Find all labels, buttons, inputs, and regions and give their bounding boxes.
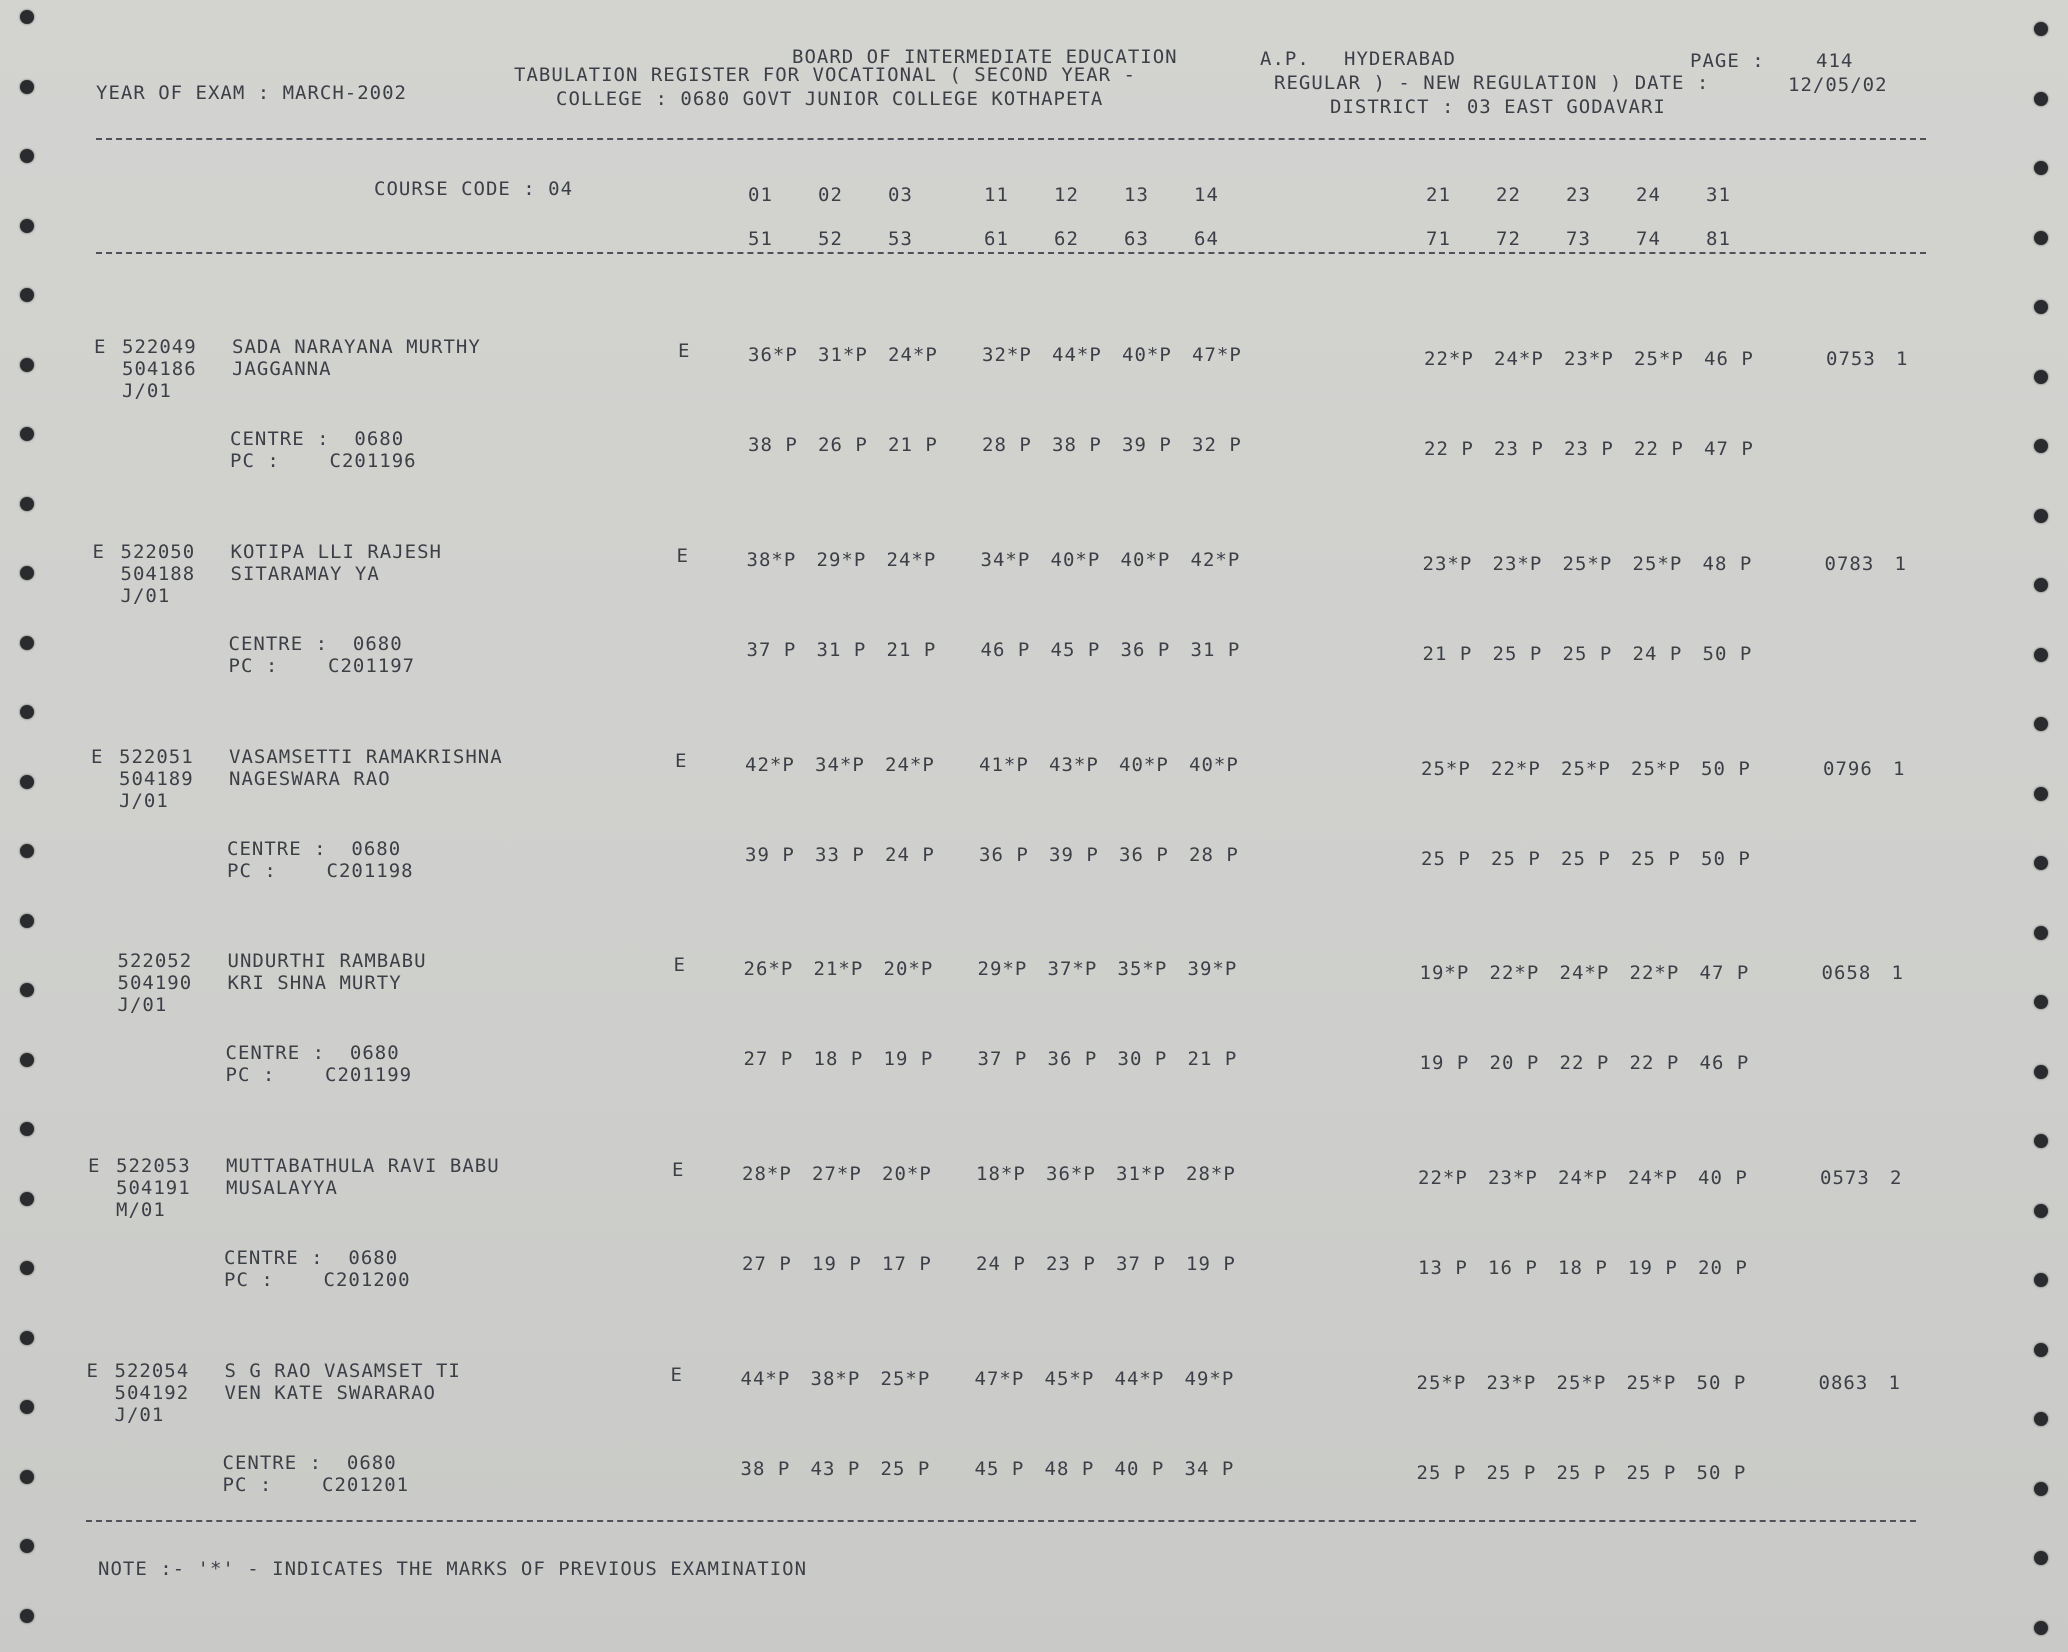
mark-cell: 26*P <box>743 958 794 980</box>
mark-cell: 25*P <box>880 1368 931 1390</box>
practical-mark-cell: 25 P <box>1631 848 1681 870</box>
sprocket-hole-left <box>20 775 34 789</box>
course-code: COURSE CODE : 04 <box>374 178 574 200</box>
column-code: 63 <box>1124 228 1149 250</box>
mark-cell: 22*P <box>1629 962 1680 984</box>
mark-cell: 22*P <box>1424 348 1474 370</box>
mark-cell: 20*P <box>883 958 934 980</box>
sprocket-hole-left <box>20 1122 34 1136</box>
mark-cell: 29*P <box>977 958 1028 980</box>
column-code: 13 <box>1124 184 1149 206</box>
practical-mark-cell: 25 P <box>1486 1462 1537 1484</box>
mark-cell: 47*P <box>1192 344 1242 366</box>
practical-mark-cell: 24 P <box>885 844 935 866</box>
sprocket-hole-right <box>2034 995 2048 1009</box>
mark-cell: 20*P <box>882 1163 932 1185</box>
practical-mark-cell: 28 P <box>982 434 1032 456</box>
practical-mark-cell: 25 P <box>1561 848 1611 870</box>
roll-number: 522053 <box>116 1155 191 1177</box>
sprocket-hole-left <box>20 497 34 511</box>
mark-cell: 40*P <box>1120 549 1171 571</box>
mark-cell: 22*P <box>1418 1167 1468 1189</box>
total-marks: 0796 <box>1823 758 1873 780</box>
sprocket-hole-right <box>2034 92 2048 106</box>
practical-mark-cell: 37 P <box>977 1048 1028 1070</box>
parent-name: KRI SHNA MURTY <box>227 972 402 994</box>
practical-mark-cell: 33 P <box>815 844 865 866</box>
page-label: PAGE : <box>1690 50 1765 72</box>
practical-mark-cell: 13 P <box>1418 1257 1468 1279</box>
roll-number: 522049 <box>122 336 197 358</box>
column-code: 21 <box>1426 184 1451 206</box>
sprocket-hole-right <box>2034 300 2048 314</box>
mark-cell: 28*P <box>742 1163 792 1185</box>
footnote: NOTE :- '*' - INDICATES THE MARKS OF PREVIOUS EXAMINATION <box>98 1558 808 1580</box>
sprocket-hole-left <box>20 427 34 441</box>
parent-name: NAGESWARA RAO <box>229 768 391 790</box>
practical-mark-cell: 36 P <box>1120 639 1171 661</box>
sprocket-hole-right <box>2034 717 2048 731</box>
registration-number: 504192 <box>114 1382 190 1404</box>
mark-cell: 35*P <box>1117 958 1168 980</box>
sprocket-hole-left <box>20 1261 34 1275</box>
mark-cell: 40*P <box>1050 549 1101 571</box>
practical-mark-cell: 27 P <box>742 1253 792 1275</box>
sprocket-hole-right <box>2034 1204 2048 1218</box>
student-name: S G RAO VASAMSET TI <box>224 1360 461 1382</box>
practical-mark-cell: 16 P <box>1488 1257 1538 1279</box>
practical-mark-cell: 38 P <box>740 1458 791 1480</box>
total-marks: 0863 <box>1818 1372 1869 1394</box>
pc-code: PC : C201196 <box>230 450 417 472</box>
practical-mark-cell: 30 P <box>1117 1048 1168 1070</box>
mark-cell: 34*P <box>815 754 865 776</box>
sprocket-hole-right <box>2034 161 2048 175</box>
column-code: 74 <box>1636 228 1661 250</box>
practical-mark-cell: 45 P <box>1050 639 1101 661</box>
column-code: 03 <box>888 184 913 206</box>
student-name: SADA NARAYANA MURTHY <box>232 336 481 358</box>
roll-number: 522052 <box>117 950 193 972</box>
mark-cell: 28*P <box>1186 1163 1236 1185</box>
practical-mark-cell: 34 P <box>1184 1458 1235 1480</box>
column-code: 61 <box>984 228 1009 250</box>
parent-name: VEN KATE SWARARAO <box>224 1382 436 1404</box>
parent-name: SITARAMAY YA <box>230 563 380 585</box>
roll-number: 522054 <box>114 1360 190 1382</box>
division: 1 <box>1894 553 1907 575</box>
column-code: 24 <box>1636 184 1661 206</box>
practical-mark-cell: 25 P <box>880 1458 931 1480</box>
column-code: 53 <box>888 228 913 250</box>
practical-mark-cell: 50 P <box>1702 643 1753 665</box>
sprocket-hole-right <box>2034 787 2048 801</box>
roll-number: 522050 <box>120 541 196 563</box>
sprocket-hole-right <box>2034 1412 2048 1426</box>
medium-code: E <box>672 1159 685 1181</box>
practical-mark-cell: 19 P <box>883 1048 934 1070</box>
practical-mark-cell: 46 P <box>1699 1052 1750 1074</box>
practical-mark-cell: 25 P <box>1491 848 1541 870</box>
practical-mark-cell: 36 P <box>1119 844 1169 866</box>
mark-cell: 50 P <box>1696 1372 1747 1394</box>
student-name: KOTIPA LLI RAJESH <box>230 541 442 563</box>
mark-cell: 24*P <box>1558 1167 1608 1189</box>
practical-mark-cell: 48 P <box>1044 1458 1095 1480</box>
practical-mark-cell: 36 P <box>979 844 1029 866</box>
student-name: UNDURTHI RAMBABU <box>227 950 427 972</box>
practical-mark-cell: 26 P <box>818 434 868 456</box>
mark-cell: 22*P <box>1489 962 1540 984</box>
mark-cell: 44*P <box>740 1368 791 1390</box>
total-marks: 0783 <box>1824 553 1875 575</box>
sprocket-hole-left <box>20 1331 34 1345</box>
practical-mark-cell: 31 P <box>1190 639 1241 661</box>
column-code: 73 <box>1566 228 1591 250</box>
centre-code: CENTRE : 0680 <box>228 633 403 655</box>
mark-cell: 42*P <box>1190 549 1241 571</box>
divider-columns <box>96 252 1926 254</box>
mark-cell: 43*P <box>1049 754 1099 776</box>
division: 1 <box>1893 758 1906 780</box>
practical-mark-cell: 20 P <box>1489 1052 1540 1074</box>
mark-cell: 50 P <box>1701 758 1751 780</box>
mark-cell: 23*P <box>1488 1167 1538 1189</box>
mark-cell: 29*P <box>816 549 867 571</box>
mark-cell: 42*P <box>745 754 795 776</box>
mark-cell: 25*P <box>1626 1372 1677 1394</box>
registration-number: 504189 <box>119 768 194 790</box>
sprocket-hole-left <box>20 358 34 372</box>
column-code: 51 <box>748 228 773 250</box>
sprocket-hole-right <box>2034 509 2048 523</box>
sprocket-hole-right <box>2034 1621 2048 1635</box>
practical-mark-cell: 22 P <box>1629 1052 1680 1074</box>
college-line: COLLEGE : 0680 GOVT JUNIOR COLLEGE KOTHAPETA <box>556 88 1104 110</box>
mark-cell: 39*P <box>1187 958 1238 980</box>
board-state: A.P. <box>1260 48 1310 70</box>
group-code: J/01 <box>119 790 169 812</box>
column-code: 62 <box>1054 228 1079 250</box>
registration-number: 504186 <box>122 358 197 380</box>
centre-code: CENTRE : 0680 <box>225 1042 400 1064</box>
pc-code: PC : C201199 <box>225 1064 413 1086</box>
mark-cell: 25*P <box>1632 553 1683 575</box>
pc-code: PC : C201201 <box>222 1474 410 1496</box>
practical-mark-cell: 17 P <box>882 1253 932 1275</box>
medium-code: E <box>673 954 686 976</box>
practical-mark-cell: 50 P <box>1696 1462 1747 1484</box>
sprocket-hole-right <box>2034 648 2048 662</box>
board-title: BOARD OF INTERMEDIATE EDUCATION <box>792 46 1178 68</box>
roll-number: 522051 <box>119 746 194 768</box>
division: 1 <box>1896 348 1909 370</box>
mark-cell: 22*P <box>1491 758 1541 780</box>
mark-cell: 34*P <box>980 549 1031 571</box>
sprocket-hole-left <box>20 1609 34 1623</box>
medium-code: E <box>670 1364 683 1386</box>
mark-cell: 37*P <box>1047 958 1098 980</box>
practical-mark-cell: 37 P <box>746 639 797 661</box>
sprocket-hole-right <box>2034 1065 2048 1079</box>
practical-mark-cell: 25 P <box>1556 1462 1607 1484</box>
sprocket-hole-left <box>20 1053 34 1067</box>
mark-cell: 25*P <box>1556 1372 1607 1394</box>
sprocket-hole-right <box>2034 22 2048 36</box>
sprocket-hole-left <box>20 1539 34 1553</box>
sprocket-hole-right <box>2034 926 2048 940</box>
mark-cell: 31*P <box>1116 1163 1166 1185</box>
sprocket-hole-right <box>2034 439 2048 453</box>
practical-mark-cell: 23 P <box>1494 438 1544 460</box>
practical-mark-cell: 23 P <box>1564 438 1614 460</box>
sprocket-hole-left <box>20 705 34 719</box>
sprocket-hole-left <box>20 1400 34 1414</box>
division: 2 <box>1890 1167 1903 1189</box>
practical-mark-cell: 39 P <box>1049 844 1099 866</box>
practical-mark-cell: 23 P <box>1046 1253 1096 1275</box>
mark-cell: 38*P <box>810 1368 861 1390</box>
sprocket-hole-right <box>2034 856 2048 870</box>
divider-bottom <box>86 1520 1916 1522</box>
sprocket-hole-left <box>20 844 34 858</box>
medium-code: E <box>678 340 691 362</box>
sprocket-hole-left <box>20 10 34 24</box>
group-code: M/01 <box>116 1199 166 1221</box>
sprocket-hole-left <box>20 636 34 650</box>
mark-cell: 25*P <box>1631 758 1681 780</box>
practical-mark-cell: 21 P <box>888 434 938 456</box>
practical-mark-cell: 31 P <box>816 639 867 661</box>
mark-cell: 49*P <box>1184 1368 1235 1390</box>
practical-mark-cell: 32 P <box>1192 434 1242 456</box>
sprocket-hole-right <box>2034 578 2048 592</box>
mark-cell: 25*P <box>1421 758 1471 780</box>
column-code: 11 <box>984 184 1009 206</box>
sprocket-hole-left <box>20 149 34 163</box>
practical-mark-cell: 21 P <box>1187 1048 1238 1070</box>
practical-mark-cell: 25 P <box>1416 1462 1467 1484</box>
mark-cell: 24*P <box>888 344 938 366</box>
mark-cell: 24*P <box>1559 962 1610 984</box>
divider-top <box>96 138 1926 140</box>
register-title: TABULATION REGISTER FOR VOCATIONAL ( SECOND YEAR - <box>514 64 1136 86</box>
practical-mark-cell: 50 P <box>1701 848 1751 870</box>
sprocket-hole-right <box>2034 1482 2048 1496</box>
sprocket-hole-left <box>20 1470 34 1484</box>
practical-mark-cell: 28 P <box>1189 844 1239 866</box>
mark-cell: 23*P <box>1422 553 1473 575</box>
mark-cell: 31*P <box>818 344 868 366</box>
mark-cell: 40 P <box>1698 1167 1748 1189</box>
sprocket-hole-left <box>20 1192 34 1206</box>
practical-mark-cell: 22 P <box>1559 1052 1610 1074</box>
column-code: 01 <box>748 184 773 206</box>
print-date: 12/05/02 <box>1788 74 1888 96</box>
practical-mark-cell: 36 P <box>1047 1048 1098 1070</box>
mark-cell: 24*P <box>885 754 935 776</box>
registration-number: 504191 <box>116 1177 191 1199</box>
sprocket-hole-right <box>2034 370 2048 384</box>
column-code: 72 <box>1496 228 1521 250</box>
pc-code: PC : C201197 <box>228 655 416 677</box>
column-code: 71 <box>1426 228 1451 250</box>
mark-cell: 25*P <box>1416 1372 1467 1394</box>
sprocket-hole-right <box>2034 1551 2048 1565</box>
student-name: MUTTABATHULA RAVI BABU <box>226 1155 500 1177</box>
mark-cell: 24*P <box>1628 1167 1678 1189</box>
column-code: 64 <box>1194 228 1219 250</box>
mark-cell: 19*P <box>1419 962 1470 984</box>
sprocket-hole-left <box>20 219 34 233</box>
mark-cell: 44*P <box>1052 344 1102 366</box>
district-line: DISTRICT : 03 EAST GODAVARI <box>1330 96 1666 118</box>
mark-cell: 36*P <box>1046 1163 1096 1185</box>
mark-cell: 41*P <box>979 754 1029 776</box>
mark-cell: 24*P <box>1494 348 1544 370</box>
practical-mark-cell: 22 P <box>1424 438 1474 460</box>
mark-cell: 27*P <box>812 1163 862 1185</box>
sprocket-hole-right <box>2034 1273 2048 1287</box>
practical-mark-cell: 25 P <box>1626 1462 1677 1484</box>
practical-mark-cell: 20 P <box>1698 1257 1748 1279</box>
mark-cell: 47*P <box>974 1368 1025 1390</box>
practical-mark-cell: 47 P <box>1704 438 1754 460</box>
mark-cell: 40*P <box>1122 344 1172 366</box>
medium-code: E <box>675 750 688 772</box>
mark-cell: 25*P <box>1562 553 1613 575</box>
division: 1 <box>1891 962 1904 984</box>
column-code: 22 <box>1496 184 1521 206</box>
mark-cell: 47 P <box>1699 962 1750 984</box>
regulation-label: REGULAR ) - NEW REGULATION ) DATE : <box>1274 72 1710 94</box>
practical-mark-cell: 21 P <box>1422 643 1473 665</box>
centre-code: CENTRE : 0680 <box>230 428 405 450</box>
practical-mark-cell: 37 P <box>1116 1253 1166 1275</box>
practical-mark-cell: 27 P <box>743 1048 794 1070</box>
practical-mark-cell: 19 P <box>1186 1253 1236 1275</box>
centre-code: CENTRE : 0680 <box>227 838 402 860</box>
mark-cell: 36*P <box>748 344 798 366</box>
practical-mark-cell: 19 P <box>1419 1052 1470 1074</box>
sprocket-hole-right <box>2034 231 2048 245</box>
practical-mark-cell: 39 P <box>745 844 795 866</box>
practical-mark-cell: 38 P <box>1052 434 1102 456</box>
page-number: 414 <box>1816 50 1854 72</box>
mark-cell: 44*P <box>1114 1368 1165 1390</box>
column-code: 23 <box>1566 184 1591 206</box>
parent-name: MUSALAYYA <box>226 1177 338 1199</box>
year-of-exam: YEAR OF EXAM : MARCH-2002 <box>96 82 407 104</box>
column-code: 12 <box>1054 184 1079 206</box>
mark-cell: 45*P <box>1044 1368 1095 1390</box>
result-prefix: E <box>86 1360 99 1382</box>
mark-cell: 24*P <box>886 549 937 571</box>
sprocket-hole-left <box>20 566 34 580</box>
total-marks: 0753 <box>1826 348 1876 370</box>
practical-mark-cell: 18 P <box>1558 1257 1608 1279</box>
medium-code: E <box>676 545 689 567</box>
sprocket-hole-left <box>20 983 34 997</box>
mark-cell: 48 P <box>1702 553 1753 575</box>
practical-mark-cell: 18 P <box>813 1048 864 1070</box>
mark-cell: 40*P <box>1119 754 1169 776</box>
pc-code: PC : C201200 <box>224 1269 411 1291</box>
column-code: 02 <box>818 184 843 206</box>
practical-mark-cell: 39 P <box>1122 434 1172 456</box>
centre-code: CENTRE : 0680 <box>222 1452 397 1474</box>
mark-cell: 25*P <box>1561 758 1611 780</box>
division: 1 <box>1888 1372 1901 1394</box>
practical-mark-cell: 25 P <box>1421 848 1471 870</box>
practical-mark-cell: 45 P <box>974 1458 1025 1480</box>
practical-mark-cell: 40 P <box>1114 1458 1165 1480</box>
sprocket-hole-left <box>20 914 34 928</box>
mark-cell: 38*P <box>746 549 797 571</box>
mark-cell: 23*P <box>1564 348 1614 370</box>
result-prefix: E <box>88 1155 101 1177</box>
practical-mark-cell: 38 P <box>748 434 798 456</box>
mark-cell: 40*P <box>1189 754 1239 776</box>
practical-mark-cell: 19 P <box>1628 1257 1678 1279</box>
practical-mark-cell: 22 P <box>1634 438 1684 460</box>
sprocket-hole-right <box>2034 1343 2048 1357</box>
mark-cell: 23*P <box>1492 553 1543 575</box>
column-code: 81 <box>1706 228 1731 250</box>
group-code: J/01 <box>120 585 171 607</box>
mark-cell: 32*P <box>982 344 1032 366</box>
student-name: VASAMSETTI RAMAKRISHNA <box>229 746 503 768</box>
board-city: HYDERABAD <box>1344 48 1456 70</box>
practical-mark-cell: 19 P <box>812 1253 862 1275</box>
column-code: 14 <box>1194 184 1219 206</box>
practical-mark-cell: 21 P <box>886 639 937 661</box>
practical-mark-cell: 24 P <box>1632 643 1683 665</box>
mark-cell: 18*P <box>976 1163 1026 1185</box>
practical-mark-cell: 43 P <box>810 1458 861 1480</box>
practical-mark-cell: 25 P <box>1492 643 1543 665</box>
total-marks: 0573 <box>1820 1167 1870 1189</box>
group-code: J/01 <box>122 380 172 402</box>
mark-cell: 23*P <box>1486 1372 1537 1394</box>
parent-name: JAGGANNA <box>232 358 332 380</box>
total-marks: 0658 <box>1821 962 1872 984</box>
practical-mark-cell: 46 P <box>980 639 1031 661</box>
column-code: 31 <box>1706 184 1731 206</box>
registration-number: 504188 <box>120 563 196 585</box>
practical-mark-cell: 25 P <box>1562 643 1613 665</box>
sprocket-hole-left <box>20 288 34 302</box>
result-prefix: E <box>94 336 107 358</box>
sprocket-hole-right <box>2034 1134 2048 1148</box>
result-prefix: E <box>92 541 105 563</box>
result-prefix: E <box>91 746 104 768</box>
practical-mark-cell: 24 P <box>976 1253 1026 1275</box>
mark-cell: 25*P <box>1634 348 1684 370</box>
mark-cell: 21*P <box>813 958 864 980</box>
group-code: J/01 <box>114 1404 165 1426</box>
mark-cell: 46 P <box>1704 348 1754 370</box>
sprocket-hole-left <box>20 80 34 94</box>
pc-code: PC : C201198 <box>227 860 414 882</box>
group-code: J/01 <box>117 994 168 1016</box>
column-code: 52 <box>818 228 843 250</box>
registration-number: 504190 <box>117 972 193 994</box>
centre-code: CENTRE : 0680 <box>224 1247 399 1269</box>
